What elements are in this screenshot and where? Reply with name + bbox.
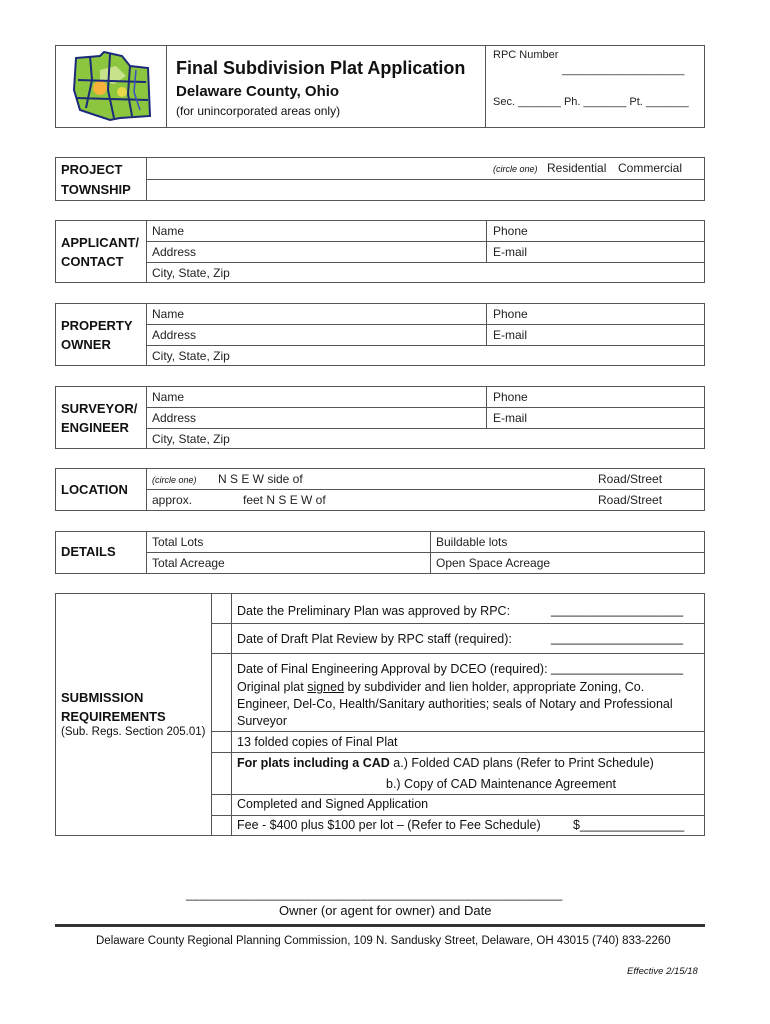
req-original-plat: Original plat signed by subdivider and lien holder, appropriate Zoning, Co.	[237, 680, 645, 694]
county-name: Delaware County, Ohio	[176, 83, 340, 100]
total-acreage-field[interactable]: Total Acreage	[152, 556, 225, 570]
location-direction-options[interactable]: N S E W side of	[218, 472, 303, 486]
surveyor-name-field[interactable]: Name	[152, 390, 185, 404]
submission-label-2: REQUIREMENTS	[61, 709, 166, 724]
total-lots-field[interactable]: Total Lots	[152, 535, 204, 549]
submission-section-ref: (Sub. Regs. Section 205.01)	[61, 726, 206, 738]
details-label: DETAILS	[61, 544, 116, 559]
commercial-option[interactable]: Commercial	[618, 161, 683, 175]
rpc-number-label: RPC Number	[493, 49, 559, 61]
signature-caption: Owner (or agent for owner) and Date	[279, 903, 492, 918]
req-draft-plat-date[interactable]: ___________________	[551, 631, 684, 645]
req-preliminary-plan: Date the Preliminary Plan was approved by RPC:	[237, 604, 511, 618]
township-field[interactable]	[147, 180, 704, 200]
checkbox-final-engineering[interactable]	[212, 654, 230, 730]
owner-email-field[interactable]: E-mail	[493, 328, 528, 342]
county-logo	[70, 50, 156, 122]
req-original-plat-line2: Engineer, Del-Co, Health/Sanitary authorities; seals of Notary and Professional	[237, 697, 673, 711]
project-label: PROJECT	[61, 162, 123, 177]
footer-rule	[55, 924, 705, 927]
req-cad-agreement: b.) Copy of CAD Maintenance Agreement	[386, 777, 616, 791]
applicant-name-field[interactable]: Name	[152, 224, 185, 238]
checkbox-fee[interactable]	[212, 816, 230, 835]
surveyor-address-field[interactable]: Address	[152, 411, 197, 425]
req-draft-plat: Date of Draft Plat Review by RPC staff (required):	[237, 632, 512, 646]
location-approx-label: approx.	[152, 493, 193, 507]
owner-city-field[interactable]: City, State, Zip	[152, 349, 230, 363]
owner-label-2: OWNER	[61, 337, 111, 352]
req-fee: Fee - $400 plus $100 per lot – (Refer to Fee Schedule)	[237, 818, 541, 832]
checkbox-draft-plat[interactable]	[212, 624, 230, 652]
req-preliminary-plan-date[interactable]: ___________________	[551, 603, 684, 617]
checkbox-application[interactable]	[212, 795, 230, 814]
applicant-address-field[interactable]: Address	[152, 245, 197, 259]
applicant-label: APPLICANT/	[61, 235, 139, 250]
signature-line[interactable]: ______________________________________________________	[186, 887, 563, 901]
location-road-2-field[interactable]: Road/Street	[598, 493, 663, 507]
header-note: (for unincorporated areas only)	[176, 104, 341, 118]
buildable-lots-field[interactable]: Buildable lots	[436, 535, 508, 549]
rpc-number-field[interactable]: ____________________	[562, 64, 685, 76]
owner-name-field[interactable]: Name	[152, 307, 185, 321]
applicant-city-field[interactable]: City, State, Zip	[152, 266, 230, 280]
project-field[interactable]	[147, 158, 487, 178]
applicant-email-field[interactable]: E-mail	[493, 245, 528, 259]
residential-option[interactable]: Residential	[547, 161, 607, 175]
location-circle-one: (circle one)	[152, 475, 197, 485]
page-title: Final Subdivision Plat Application	[176, 58, 466, 78]
req-cad: For plats including a CAD a.) Folded CAD plans (Refer to Print Schedule)	[237, 756, 654, 770]
sec-ph-pt-field[interactable]: Sec. _______ Ph. _______ Pt. _______	[493, 96, 689, 108]
surveyor-city-field[interactable]: City, State, Zip	[152, 432, 230, 446]
req-fee-amount[interactable]: $_______________	[573, 818, 685, 832]
surveyor-phone-field[interactable]: Phone	[493, 390, 528, 404]
township-label: TOWNSHIP	[61, 182, 131, 197]
owner-phone-field[interactable]: Phone	[493, 307, 528, 321]
submission-label: SUBMISSION	[61, 690, 144, 705]
checkbox-cad-plans[interactable]	[212, 753, 230, 793]
signed-word: signed	[307, 680, 345, 694]
req-application: Completed and Signed Application	[237, 797, 429, 811]
open-space-acreage-field[interactable]: Open Space Acreage	[436, 556, 551, 570]
req-folded-copies: 13 folded copies of Final Plat	[237, 735, 398, 749]
applicant-phone-field[interactable]: Phone	[493, 224, 528, 238]
owner-address-field[interactable]: Address	[152, 328, 197, 342]
effective-date: Effective 2/15/18	[627, 966, 698, 977]
req-final-engineering-date[interactable]: ___________________	[551, 661, 684, 675]
surveyor-label-2: ENGINEER	[61, 420, 129, 435]
location-feet-direction-options[interactable]: feet N S E W of	[243, 493, 326, 507]
owner-label: PROPERTY	[61, 318, 133, 333]
location-label: LOCATION	[61, 482, 128, 497]
req-final-engineering: Date of Final Engineering Approval by DCEO (required):	[237, 662, 548, 676]
req-original-plat-line3: Surveyor	[237, 714, 288, 728]
surveyor-label: SURVEYOR/	[61, 401, 138, 416]
checkbox-folded-copies[interactable]	[212, 732, 230, 751]
applicant-label-2: CONTACT	[61, 254, 124, 269]
circle-one-note: (circle one)	[493, 164, 538, 174]
checkbox-preliminary-plan[interactable]	[212, 594, 230, 622]
location-road-1-field[interactable]: Road/Street	[598, 472, 663, 486]
footer-address: Delaware County Regional Planning Commission, 109 N. Sandusky Street, Delaware, OH 43015 (740) 833-2260	[96, 935, 671, 947]
surveyor-email-field[interactable]: E-mail	[493, 411, 528, 425]
